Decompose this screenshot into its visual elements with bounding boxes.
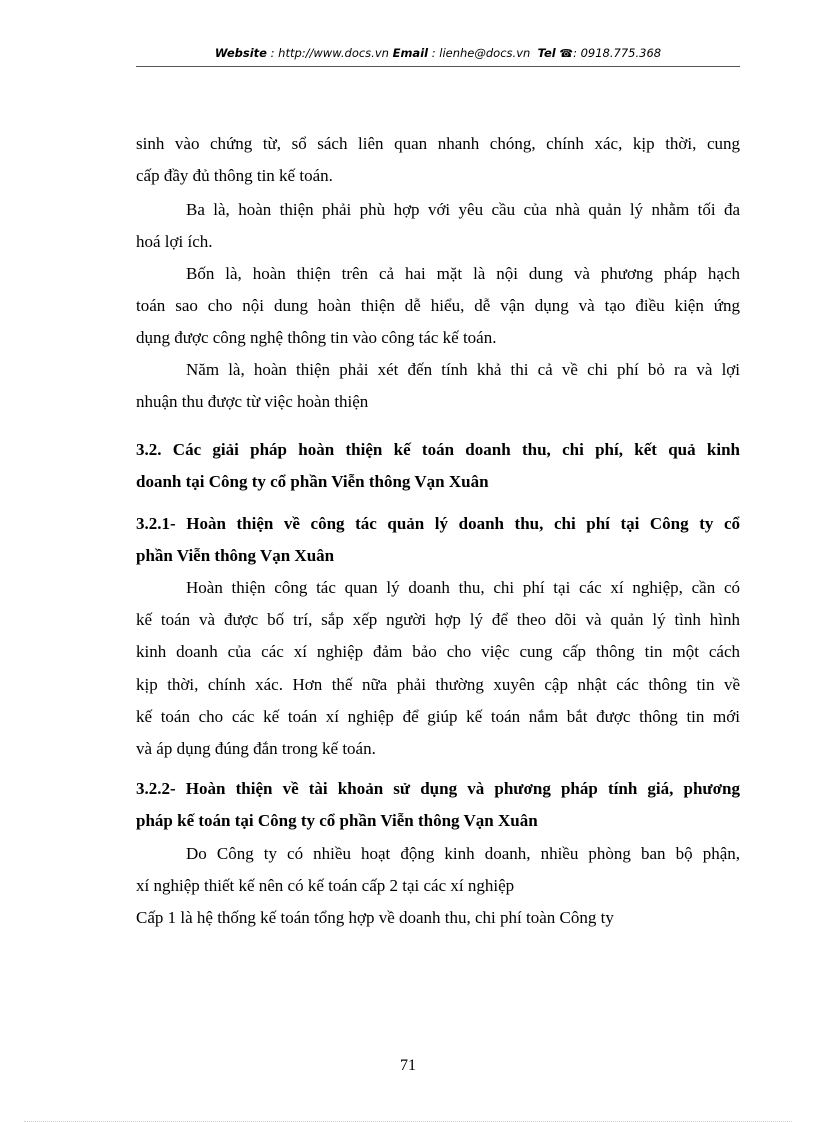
body-line: kế toán và được bố trí, sắp xếp người hợp lý để theo dõi và quản lý tình hình xyxy=(136,610,740,629)
page-header xyxy=(136,46,740,60)
body-line: Năm là, hoàn thiện phải xét đến tính khả thi cả về chi phí bỏ ra và lợi xyxy=(186,360,740,379)
body-line: kế toán cho các kế toán xí nghiệp để giúp kế toán nắm bắt được thông tin mới xyxy=(136,707,740,726)
body-line: kinh doanh của các xí nghiệp đảm bảo cho việc cung cấp thông tin một cách xyxy=(136,642,740,661)
body-line: dụng được công nghệ thông tin vào công tác kế toán. xyxy=(136,328,497,347)
body-line: Hoàn thiện công tác quan lý doanh thu, chi phí tại các xí nghiệp, cần có xyxy=(186,578,740,597)
body-line: Cấp 1 là hệ thống kế toán tổng hợp về doanh thu, chi phí toàn Công ty xyxy=(136,908,614,927)
body-line: toán sao cho nội dung hoàn thiện dễ hiểu, dễ vận dụng và tạo điều kiện ứng xyxy=(136,296,740,315)
section-heading-3-2-2-cont: pháp kế toán tại Công ty cổ phần Viễn thông Vạn Xuân xyxy=(136,811,538,830)
website-sep: : xyxy=(266,46,279,60)
body-line: xí nghiệp thiết kế nên có kế toán cấp 2 tại các xí nghiệp xyxy=(136,876,515,895)
header-divider xyxy=(136,66,740,67)
body-line: Do Công ty có nhiều hoạt động kinh doanh, nhiều phòng ban bộ phận, xyxy=(186,844,740,863)
body-line: hoá lợi ích. xyxy=(136,232,213,251)
section-heading-3-2: 3.2. Các giải pháp hoàn thiện kế toán doanh thu, chi phí, kết quả kinh xyxy=(136,440,740,459)
section-heading-3-2-1-cont: phần Viễn thông Vạn Xuân xyxy=(136,546,335,565)
body-line: Ba là, hoàn thiện phải phù hợp với yêu cầu của nhà quản lý nhằm tối đa xyxy=(186,200,740,219)
section-heading-3-2-cont: doanh tại Công ty cổ phần Viễn thông Vạn Xuân xyxy=(136,472,489,491)
body-line: nhuận thu được từ việc hoàn thiện xyxy=(136,392,369,411)
body-line: kịp thời, chính xác. Hơn thế nữa phải thường xuyên cập nhật các thông tin về xyxy=(136,675,740,694)
body-line: Bốn là, hoàn thiện trên cả hai mặt là nội dung và phương pháp hạch xyxy=(186,264,740,283)
body-line: cấp đầy đủ thông tin kế toán. xyxy=(136,166,333,185)
page-bottom-border xyxy=(24,1121,792,1122)
email-label: Email xyxy=(392,46,429,60)
phone-icon: ☎ xyxy=(559,47,574,60)
tel-label: Tel xyxy=(537,46,556,60)
tel-value: : 0918.775.368 xyxy=(573,46,662,60)
website-label: Website xyxy=(214,46,267,60)
body-line: và áp dụng đúng đắn trong kế toán. xyxy=(136,739,376,758)
section-heading-3-2-2: 3.2.2- Hoàn thiện về tài khoản sử dụng và phương pháp tính giá, phương xyxy=(136,779,740,798)
section-heading-3-2-1: 3.2.1- Hoàn thiện về công tác quản lý doanh thu, chi phí tại Công ty cổ xyxy=(136,514,740,533)
website-url[interactable]: http://www.docs.vn xyxy=(278,46,389,60)
page-number: 71 xyxy=(400,1057,416,1074)
email-sep: : xyxy=(428,46,440,60)
email-value[interactable]: lienhe@docs.vn xyxy=(439,46,531,60)
body-line: sinh vào chứng từ, sổ sách liên quan nhanh chóng, chính xác, kịp thời, cung xyxy=(136,134,740,153)
